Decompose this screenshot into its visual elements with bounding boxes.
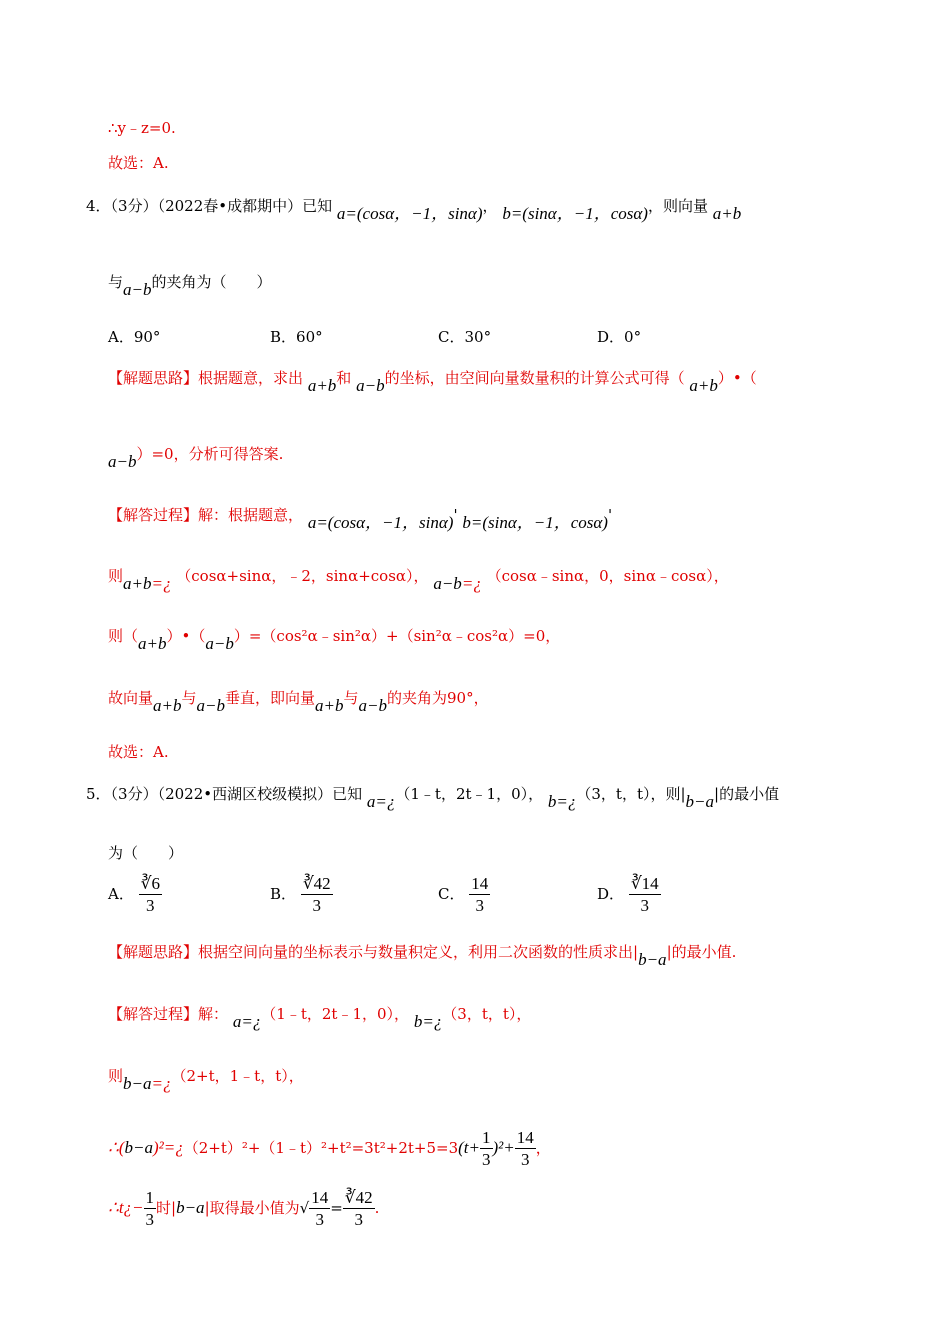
conclusion-line: ∴y﹣z=0.: [108, 119, 176, 137]
q4-process: 【解答过程】解：根据题意， a=(cosα，−1，sinα)' b=(sinα，−1，cosα)': [108, 506, 613, 532]
q5-process-l2: ∴(b−a)²=¿（2+t）²+（1﹣t）²+t²=3t²+2t+5=3(t+ $\frac{1}{3}$ )²+ $\frac{14}{3}$ ，: [108, 1128, 551, 1169]
q5-stem: 5．（3分）（2022•西湖区校级模拟）已知 a=¿（1﹣t，2t﹣1，0）， b=¿（3，t，t），则|b−a|的最小值: [86, 785, 780, 811]
q4-process-l3: 故向量a+b与a−b垂直，即向量a+b与a−b的夹角为90°，: [108, 689, 489, 715]
q4-option-d: D．0°: [597, 328, 642, 346]
q5-stem-cont: 为（ ）: [108, 844, 184, 862]
answer-line: 故选：A.: [108, 154, 169, 172]
q4-process-l1: 则a+b=¿ （cosα+sinα，﹣2，sinα+cosα）， a−b=¿ （cosα﹣sinα，0，sinα﹣cosα），: [108, 567, 729, 593]
q5-option-b: B． $\frac{∛42}{3}$: [270, 874, 331, 915]
q4-process-l2: 则（a+b）•（a−b）=（cos²α﹣sin²α）+（sin²α﹣cos²α）=0，: [108, 627, 561, 653]
q5-option-d: D． $\frac{∛14}{3}$: [597, 874, 659, 915]
q4-stem: 4．（3分）（2022春•成都期中）已知 a=(cosα，−1，sinα)， b=(sinα，−1，cosα)，则向量 a+b: [86, 197, 742, 223]
q5-process-l3: ∴t¿− $\frac{1}{3}$ 时|b−a|取得最小值为√ $\frac{14}{3}$ = $\frac{∛42}{3}$ .: [108, 1188, 380, 1229]
q4-idea-cont: a−b）=0，分析可得答案.: [108, 445, 284, 471]
q5-option-a: A． $\frac{∛6}{3}$: [108, 874, 160, 915]
q4-option-a: A．90°: [108, 328, 161, 346]
q4-answer: 故选：A.: [108, 743, 169, 761]
q4-option-c: C．30°: [438, 328, 492, 346]
q5-process-l1: 则b−a=¿（2+t，1﹣t，t），: [108, 1067, 304, 1093]
q4-option-b: B．60°: [270, 328, 323, 346]
q5-process: 【解答过程】解： a=¿（1﹣t，2t﹣1，0）， b=¿（3，t，t），: [108, 1005, 532, 1031]
q4-stem-cont: 与a−b的夹角为（ ）: [108, 273, 272, 299]
q5-idea: 【解题思路】根据空间向量的坐标表示与数量积定义，利用二次函数的性质求出|b−a|的最小值.: [108, 943, 737, 969]
q5-option-c: C． $\frac{14}{3}$: [438, 874, 489, 915]
q4-idea: 【解题思路】根据题意，求出 a+b和 a−b的坐标，由空间向量数量积的计算公式可得（ a+b）•（: [108, 369, 757, 395]
